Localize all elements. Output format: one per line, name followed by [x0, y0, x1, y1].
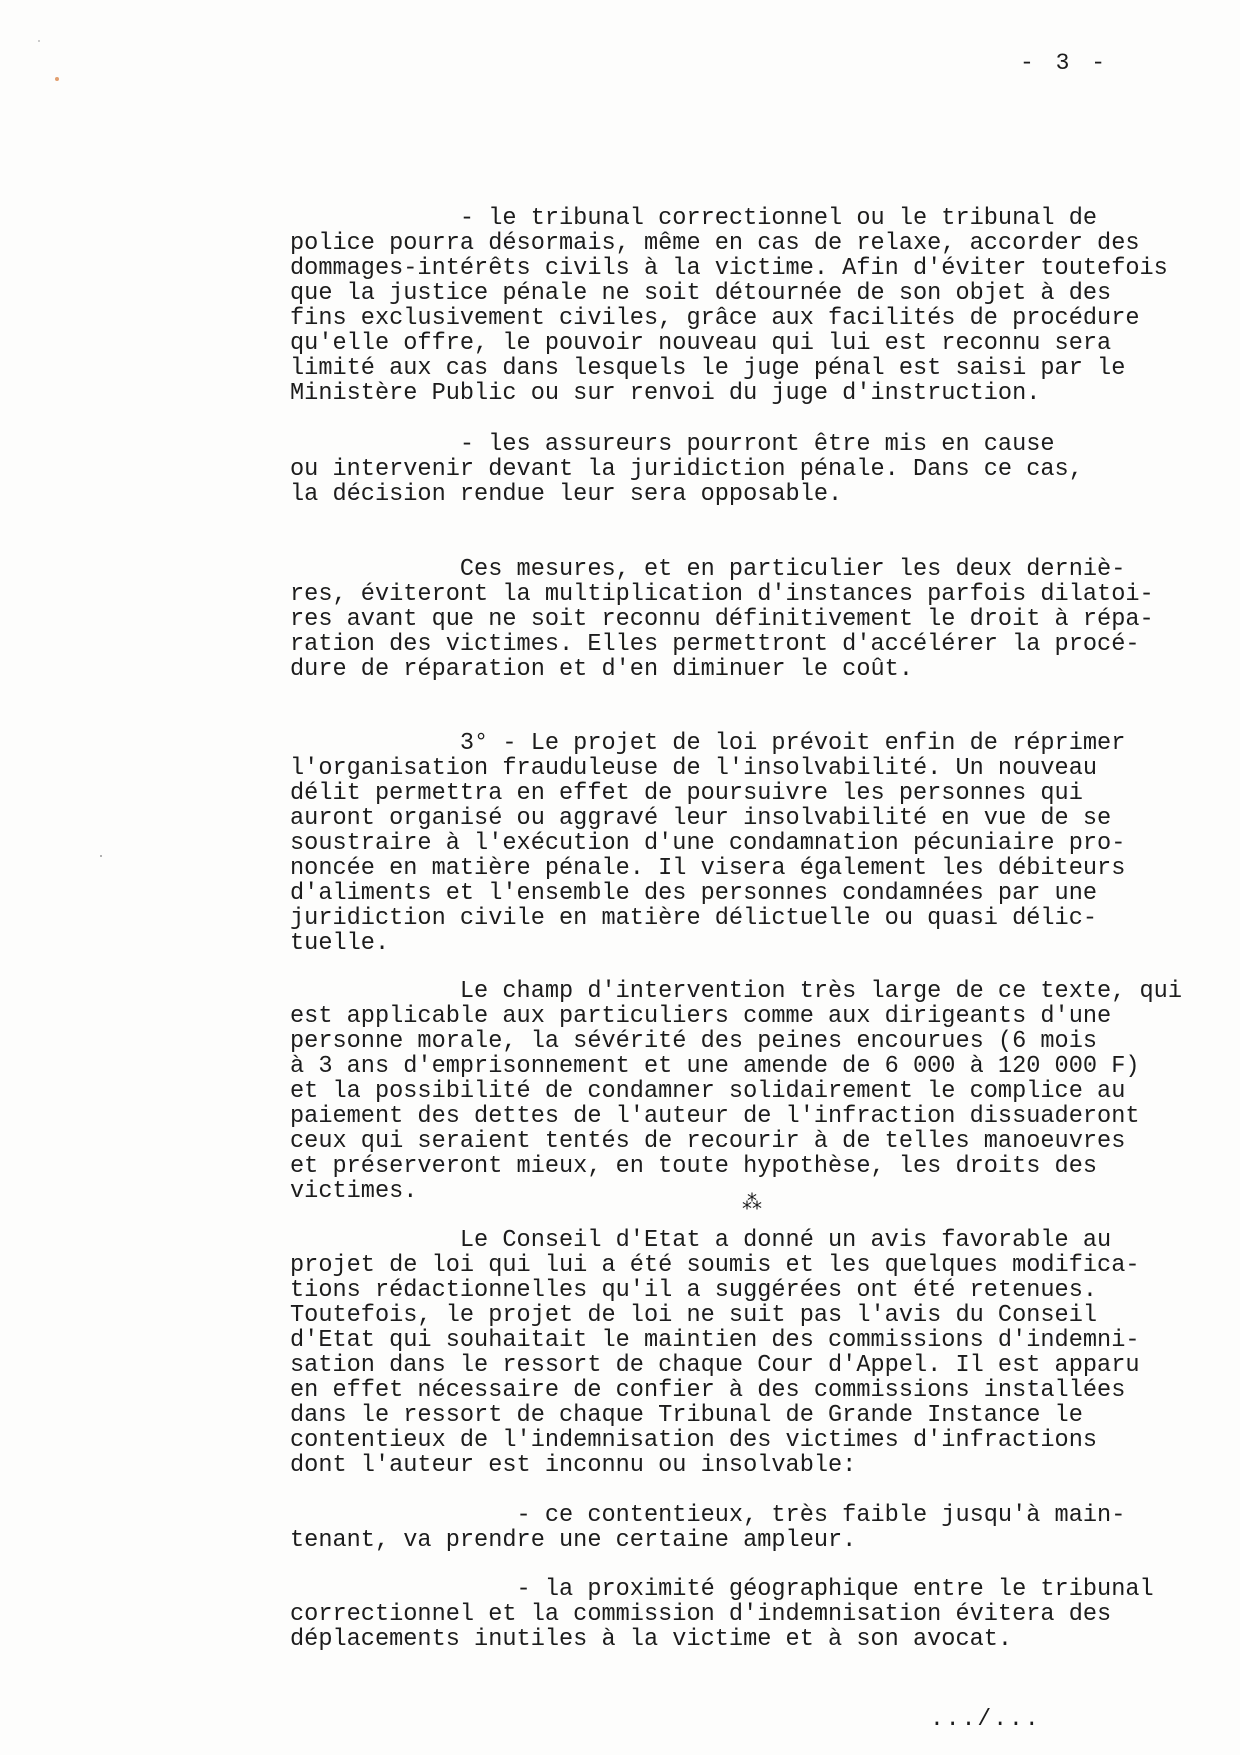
text-line: 3° - Le projet de loi prévoit enfin de réprimer	[290, 730, 1126, 757]
text-line: et la possibilité de condamner solidairement le complice au	[290, 1078, 1126, 1105]
text-line: contentieux de l'indemnisation des victimes d'infractions	[290, 1427, 1098, 1454]
text-line: tions rédactionnelles qu'il a suggérées ont été retenues.	[290, 1277, 1098, 1304]
text-line: dure de réparation et d'en diminuer le coût.	[290, 656, 913, 683]
paragraph-4	[290, 731, 1210, 956]
text-line: police pourra désormais, même en cas de relaxe, accorder des	[290, 230, 1140, 257]
text-line: à 3 ans d'emprisonnement et une amende de 6 000 à 120 000 F)	[290, 1053, 1140, 1080]
text-line: Toutefois, le projet de loi ne suit pas l'avis du Conseil	[290, 1302, 1098, 1329]
text-line: - le tribunal correctionnel ou le tribunal de	[290, 205, 1098, 232]
text-line: la décision rendue leur sera opposable.	[290, 481, 843, 508]
text-line: tuelle.	[290, 930, 390, 957]
text-line: qu'elle offre, le pouvoir nouveau qui lui est reconnu sera	[290, 330, 1112, 357]
paragraph-2	[290, 432, 1210, 507]
text-line: en effet nécessaire de confier à des commissions installées	[290, 1377, 1126, 1404]
text-line: limité aux cas dans lesquels le juge pénal est saisi par le	[290, 355, 1126, 382]
text-line: ceux qui seraient tentés de recourir à de telles manoeuvres	[290, 1128, 1126, 1155]
text-line: noncée en matière pénale. Il visera également les débiteurs	[290, 855, 1126, 882]
text-line: projet de loi qui lui a été soumis et les quelques modifica-	[290, 1252, 1140, 1279]
text-line: est applicable aux particuliers comme aux dirigeants d'une	[290, 1003, 1112, 1030]
text-line: fins exclusivement civiles, grâce aux facilités de procédure	[290, 305, 1140, 332]
paragraph-3	[290, 557, 1210, 682]
scan-speck	[100, 855, 102, 857]
text-line: - les assureurs pourront être mis en cause	[290, 431, 1055, 458]
text-line: dont l'auteur est inconnu ou insolvable:	[290, 1452, 857, 1479]
text-line: res avant que ne soit reconnu définitivement le droit à répa-	[290, 606, 1154, 633]
paragraph-7	[290, 1503, 1210, 1553]
text-line: Le champ d'intervention très large de ce texte, qui	[290, 978, 1182, 1005]
scan-speck	[38, 40, 40, 42]
text-line: d'Etat qui souhaitait le maintien des commissions d'indemni-	[290, 1327, 1140, 1354]
separator-asterism: ⁂	[742, 1193, 762, 1216]
paragraph-1	[290, 206, 1210, 406]
text-line: tenant, va prendre une certaine ampleur.	[290, 1527, 857, 1554]
text-line: - la proximité géographique entre le tribunal	[290, 1576, 1154, 1603]
text-line: personne morale, la sévérité des peines encourues (6 mois	[290, 1028, 1098, 1055]
text-line: paiement des dettes de l'auteur de l'infraction dissuaderont	[290, 1103, 1140, 1130]
text-line: juridiction civile en matière délictuelle ou quasi délic-	[290, 905, 1098, 932]
text-line: ration des victimes. Elles permettront d'accélérer la procé-	[290, 631, 1140, 658]
text-line: dommages-intérêts civils à la victime. Afin d'éviter toutefois	[290, 255, 1168, 282]
paragraph-5	[290, 979, 1210, 1204]
text-line: que la justice pénale ne soit détournée de son objet à des	[290, 280, 1112, 307]
continuation-marker: .../...	[930, 1706, 1041, 1732]
text-line: - ce contentieux, très faible jusqu'à main-	[290, 1502, 1126, 1529]
text-line: déplacements inutiles à la victime et à son avocat.	[290, 1626, 1013, 1653]
text-line: sation dans le ressort de chaque Cour d'Appel. Il est apparu	[290, 1352, 1140, 1379]
text-line: et préserveront mieux, en toute hypothèse, les droits des	[290, 1153, 1098, 1180]
text-line: res, éviteront la multiplication d'instances parfois dilatoi-	[290, 581, 1154, 608]
text-line: auront organisé ou aggravé leur insolvabilité en vue de se	[290, 805, 1112, 832]
page-number: - 3 -	[1020, 50, 1110, 76]
text-line: l'organisation frauduleuse de l'insolvabilité. Un nouveau	[290, 755, 1098, 782]
text-line: d'aliments et l'ensemble des personnes condamnées par une	[290, 880, 1098, 907]
text-line: Ces mesures, et en particulier les deux derniè-	[290, 556, 1126, 583]
paragraph-6	[290, 1228, 1210, 1478]
text-line: délit permettra en effet de poursuivre les personnes qui	[290, 780, 1083, 807]
text-line: victimes.	[290, 1178, 418, 1205]
text-line: Ministère Public ou sur renvoi du juge d'instruction.	[290, 380, 1041, 407]
scan-speck	[55, 77, 59, 81]
text-line: soustraire à l'exécution d'une condamnation pécuniaire pro-	[290, 830, 1126, 857]
text-line: Le Conseil d'Etat a donné un avis favorable au	[290, 1227, 1112, 1254]
paragraph-8	[290, 1577, 1210, 1652]
text-line: ou intervenir devant la juridiction pénale. Dans ce cas,	[290, 456, 1083, 483]
text-line: correctionnel et la commission d'indemnisation évitera des	[290, 1601, 1112, 1628]
text-line: dans le ressort de chaque Tribunal de Grande Instance le	[290, 1402, 1083, 1429]
